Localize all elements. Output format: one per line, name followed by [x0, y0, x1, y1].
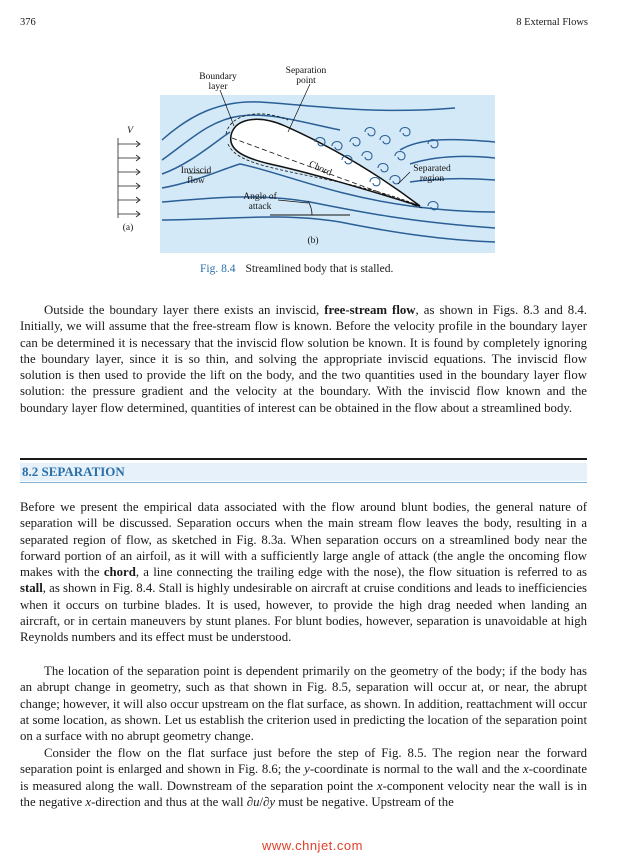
label-part-a: (a): [122, 223, 134, 233]
section-heading: 8.2 SEPARATION: [20, 463, 587, 481]
label-separated-region: Separated region: [413, 164, 451, 184]
label-v: V: [127, 126, 133, 136]
paragraph-flat-surface: Consider the flow on the flat surface just before the step of Fig. 8.5. The region near the forward separation point is enlarged and shown in Fig. 8.6; the y-coordinate is normal to the wall and the x-coordinate is measured along the wall. Downstream of the separation point the x-component velocity near the wall is in the negative x-direction and thus at the wall ∂u/∂y must be negative. Upstream of the: [20, 746, 588, 809]
label-chord: Chord: [307, 159, 333, 179]
figure-8-4: [110, 60, 495, 256]
velocity-profile: [118, 138, 140, 218]
paragraph-free-stream: Outside the boundary layer there exists an inviscid, free-stream flow, as shown in Figs. 8.3 and 8.4. Initially, we will assume that the free-stream flow is known. Before the velocity profile in the boundary layer can be determined it is necessary that the inviscid flow solution be known. It is found by completely ignoring the boundary layer, since it is so thin, and solving the appropriate inviscid equations. The inviscid flow solution is then used to provide the lift on the body, and the two quantities used in the boundary layer flow solution: the pressure gradient and the velocity at the boundary. With the inviscid flow known and the boundary layer flow determined, quantities of interest can be obtained in the flow about a streamlined body.: [20, 303, 587, 415]
label-boundary-layer: Boundary layer: [199, 72, 237, 92]
paragraph-separation-intro: Before we present the empirical data associated with the flow around blunt bodies, the general nature of separation will be discussed. Separation occurs when the main stream flow leaves the body, resulting in a separated region of flow, as sketched in Fig. 8.3a. When separation occurs on a streamlined body near the forward portion of an airfoil, as it will with a sufficiently large angle of attack (the angle the oncoming flow makes with the chord, a line connecting the trailing edge with the nose), the flow situation is referred to as stall, as shown in Fig. 8.4. Stall is highly undesirable on aircraft at cruise conditions and leads to inefficiencies when it occurs on turbine blades. It is used, however, to provide the high drag needed when landing an aircraft, or in certain maneuvers by stunt planes. For blunt bodies, however, separation is unavoidable at high Reynolds numbers and its effect must be understood.: [20, 500, 587, 645]
label-angle-of-attack: Angle of attack: [243, 192, 277, 212]
label-inviscid-flow: Inviscid flow: [180, 166, 212, 186]
figure-caption: [200, 263, 393, 275]
section-rule-bottom: [20, 482, 587, 483]
running-chapter-title: 8 External Flows: [516, 17, 588, 28]
stalled-airfoil-diagram: [110, 60, 495, 256]
paragraph-separation-location: The location of the separation point is dependent primarily on the geometry of the body; if the body has an abrupt change in geometry, such as that shown in Fig. 8.5, separation will occur at, or near, the abrupt change; however, it will also occur upstream on the flat surface, as shown. In addition, reattachment will occur at some location, as shown. Let us establish the criterion used in predicting the location of the separation point on a surface with no abrupt geometry change.: [20, 664, 587, 744]
figure-caption-text: Streamlined body that is stalled.: [245, 263, 394, 275]
page-number: 376: [20, 17, 36, 28]
label-separation-point: Separation point: [285, 66, 327, 86]
label-part-b: (b): [307, 236, 319, 246]
watermark: www.chnjet.com: [262, 838, 363, 853]
section-rule-top: [20, 458, 587, 460]
figure-caption-number: Fig. 8.4: [200, 263, 236, 275]
